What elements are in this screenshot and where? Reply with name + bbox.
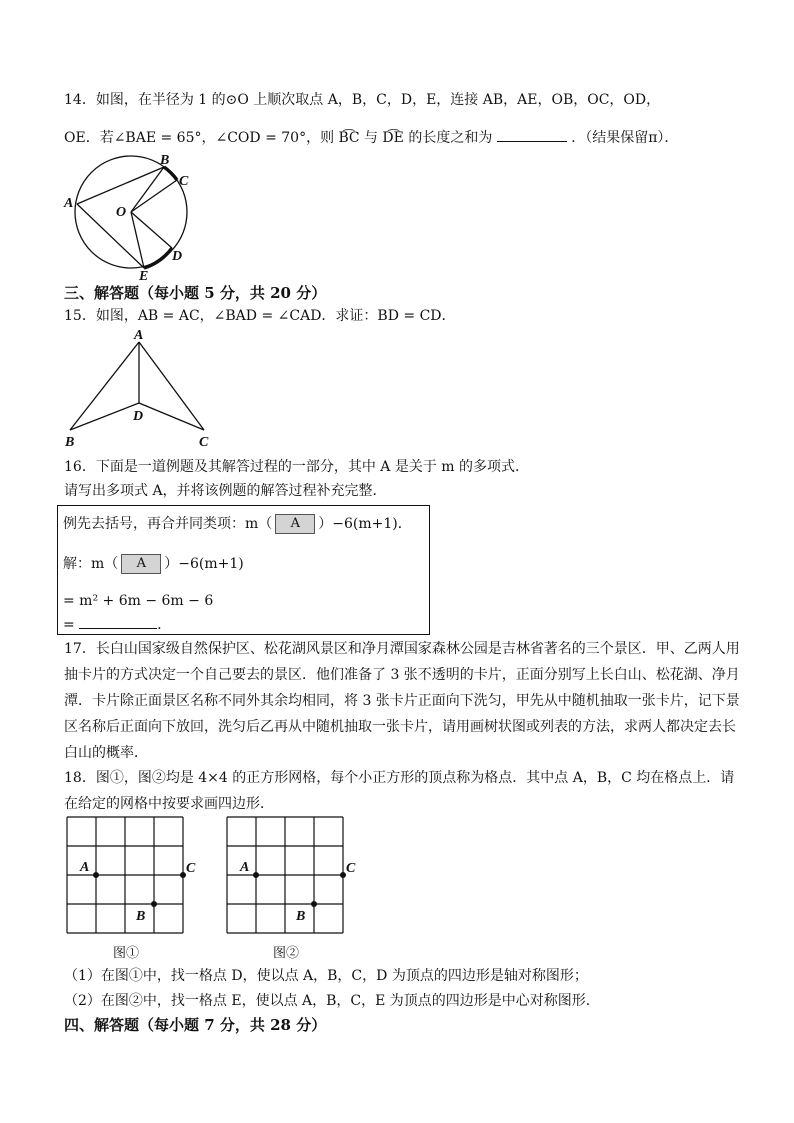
q16-box-line2-pre: 解：m（	[63, 556, 119, 572]
q14-line1: 14．如图，在半径为 1 的⊙O 上顺次取点 A，B，C，D，E，连接 AB，AE，OB，OC，OD，	[64, 92, 661, 108]
q18-line1: 18．图①，图②均是 4×4 的正方形网格，每个小正方形的顶点称为格点．其中点 A，B，C 均在格点上．请	[64, 770, 735, 786]
q18-grid-figure-2	[220, 812, 370, 942]
q15-label-a: A	[134, 328, 144, 343]
q14-circle-figure	[62, 152, 192, 284]
q18-fig2-caption: 图②	[273, 946, 300, 961]
q16-box-line4-eq: =	[63, 617, 75, 633]
q15-label-d: D	[133, 409, 144, 424]
q16-box-line4	[63, 614, 171, 635]
q16-box-line4-end: ．	[157, 617, 172, 633]
q14-line2	[64, 127, 678, 148]
q16-line2: 请写出多项式 A，并将该例题的解答过程补充完整．	[64, 483, 387, 499]
q16-box-line2-post: ）−6(m+1)	[164, 556, 244, 572]
q15-label-b: B	[65, 435, 75, 450]
q14-answer-blank[interactable]	[497, 127, 567, 142]
q17-line5: 白山的概率．	[64, 745, 148, 761]
q18-fig1-label-a: A	[80, 860, 90, 875]
q14-label-o: O	[116, 205, 127, 220]
q17-line4: 区名称后正面向下放回，洗匀后乙再从中随机抽取一张卡片，请用画树状图或列表的方法，求两人都决定去长	[64, 719, 736, 735]
q14-line2-text: OE．若∠BAE = 65°，∠COD = 70°，则 B͡C 与 D͡E 的长度之和为	[64, 130, 493, 146]
q16-box-line1-post: ）−6(m+1)．	[318, 516, 412, 532]
q16-box-line1-pre: 例先去括号，再合并同类项：m（	[63, 516, 273, 532]
section4-title: 四、解答题（每小题 7 分，共 28 分）	[64, 1016, 327, 1034]
q14-line2-tail: ．（结果保留π）．	[571, 130, 679, 146]
q14-label-a: A	[64, 196, 74, 211]
q14-label-e: E	[139, 269, 149, 284]
q16-box-line1	[63, 514, 412, 534]
q16-answer-blank[interactable]	[79, 614, 157, 629]
section3-title: 三、解答题（每小题 5 分，共 20 分）	[64, 284, 327, 302]
q14-label-b: B	[160, 153, 170, 168]
q18-fig2-label-b: B	[296, 909, 306, 924]
q15-label-c: C	[199, 435, 209, 450]
q18-fig1-label-c: C	[186, 861, 196, 876]
q14-label-d: D	[172, 249, 183, 264]
q18-line2: 在给定的网格中按要求画四边形．	[64, 796, 274, 812]
q16-box-line3: = m² + 6m − 6m − 6	[63, 593, 214, 609]
q16-placeholder-a2: A	[121, 554, 161, 574]
q16-placeholder-a1: A	[275, 514, 315, 534]
q15-triangle-figure	[62, 327, 222, 450]
q15-text: 15．如图，AB = AC，∠BAD = ∠CAD．求证：BD = CD．	[64, 308, 456, 324]
q18-part2: （2）在图②中，找一格点 E，使以点 A，B，C，E 为顶点的四边形是中心对称图形．	[64, 993, 600, 1009]
q18-fig2-label-c: C	[346, 861, 356, 876]
q18-fig1-caption: 图①	[113, 946, 140, 961]
q17-line3: 潭．卡片除正面景区名称不同外其余均相同，将 3 张卡片正面向下洗匀，甲先从中随机抽取一张卡片，记下景	[64, 693, 740, 709]
q18-fig2-label-a: A	[240, 860, 250, 875]
q17-line2: 抽卡片的方式决定一个自己要去的景区．他们准备了 3 张不透明的卡片，正面分别写上长白山、松花湖、净月	[64, 667, 740, 683]
q16-example-box	[57, 505, 430, 635]
q17-line1: 17．长白山国家级自然保护区、松花湖风景区和净月潭国家森林公园是吉林省著名的三个景区．甲、乙两人用	[64, 641, 740, 657]
q16-line1: 16．下面是一道例题及其解答过程的一部分，其中 A 是关于 m 的多项式．	[64, 459, 529, 475]
q18-grid-figure-1	[60, 812, 210, 942]
q18-fig1-label-b: B	[136, 909, 146, 924]
q14-label-c: C	[179, 174, 189, 189]
q16-box-line2	[63, 554, 244, 574]
q18-part1: （1）在图①中，找一格点 D，使以点 A，B，C，D 为顶点的四边形是轴对称图形；	[64, 968, 588, 984]
